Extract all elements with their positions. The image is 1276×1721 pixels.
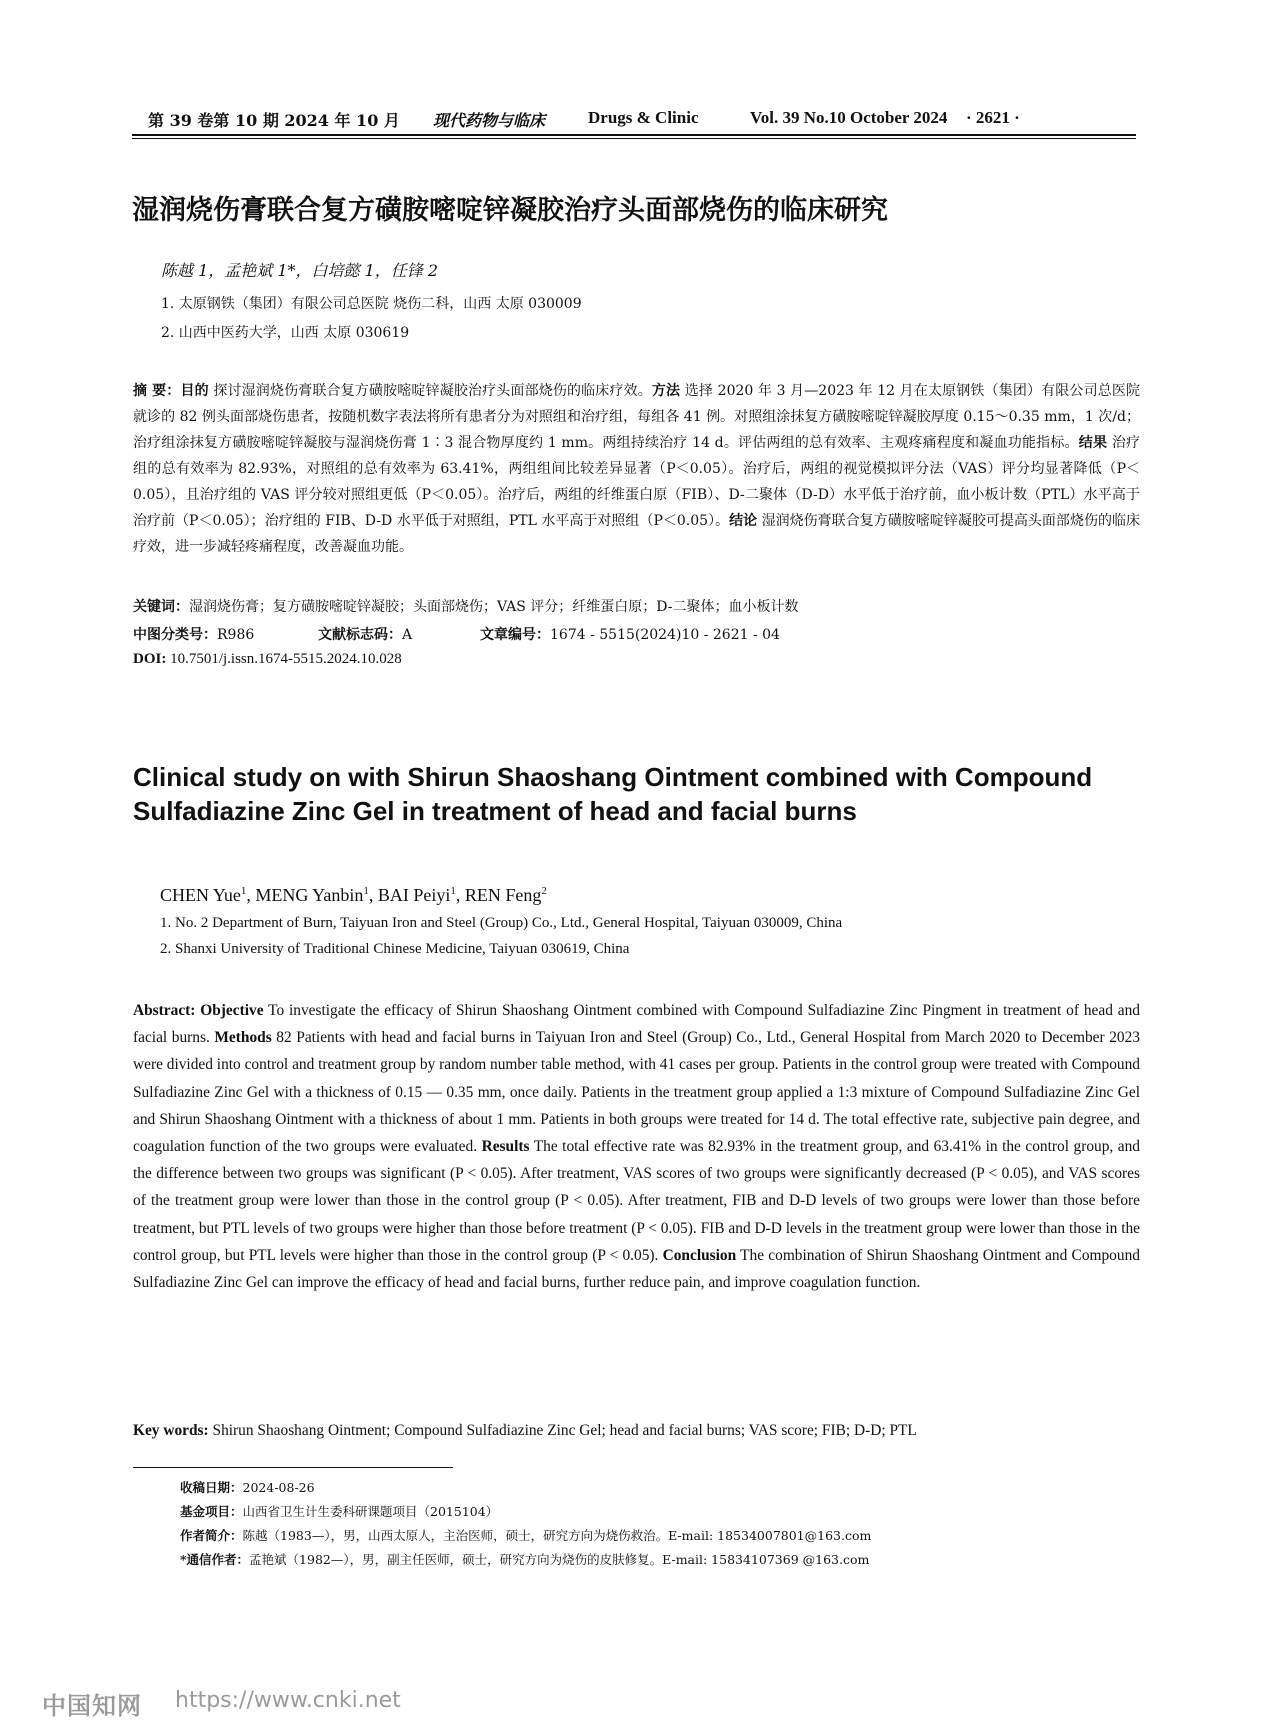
cn-article-number <box>480 624 780 644</box>
cn-conclusion-label: 结论 <box>729 513 758 529</box>
author-info-label: 作者简介： <box>180 1528 243 1543</box>
author-name: REN Feng <box>464 885 542 905</box>
cnki-url[interactable]: https://www.cnki.net <box>175 1688 401 1713</box>
header-issue-cn: 第 39 卷第 10 期 2024 年 10 月 <box>148 111 400 130</box>
cn-doi <box>133 651 402 668</box>
author-sup: 1 <box>363 885 369 897</box>
en-title: Clinical study on with Shirun Shaoshang Ointment combined with Compound Sulfadiazine Zinc Gel in treatment of head and facial burns <box>133 762 1093 826</box>
header-journal-cn: 现代药物与临床 <box>433 111 546 130</box>
header-journal-en: Drugs & Clinic <box>588 108 699 127</box>
cn-conclusion: 湿润烧伤膏联合复方磺胺嘧啶锌凝胶可提高头面部烧伤的临床疗效，进一步减轻疼痛程度，改善凝血功能。 <box>133 513 1141 555</box>
fund-text: 山西省卫生计生委科研课题项目（2015104） <box>242 1504 499 1519</box>
author-sup: 1 <box>240 885 247 897</box>
running-header <box>148 108 1136 134</box>
article-no-label: 文章编号： <box>480 627 550 643</box>
cn-methods: 选择 2020 年 3 月—2023 年 12 月在太原钢铁（集团）有限公司总医院就诊的 82 例头面部烧伤患者，按随机数字表法将所有患者分为对照组和治疗组，每组各 41 例。对照组涂抹复方磺胺嘧啶锌凝胶厚度 0.15～0.35 mm，1 次/d；治疗组涂抹复方磺胺嘧啶锌凝胶与湿润烧伤膏 1∶3 混合物厚度约 1 mm。两组持续治疗 14 d。评估两组的总有效率、主观疼痛程度和凝血功能指标。 <box>133 383 1141 451</box>
author-sup: 1 <box>450 885 456 897</box>
footnote-fund <box>180 1502 498 1520</box>
en-keywords-label: Key words: <box>133 1422 209 1439</box>
cn-objective: 探讨湿润烧伤膏联合复方磺胺嘧啶锌凝胶治疗头面部烧伤的临床疗效。 <box>208 383 652 399</box>
en-authors: CHEN Yue$^1$, MENG Yanbin$^1$, BAI Peiyi$^1$, REN Feng$^2$ <box>160 885 547 905</box>
footnote-corresponding <box>180 1550 869 1568</box>
en-abstract-label: Abstract: <box>133 1002 196 1019</box>
en-conclusion-label: Conclusion <box>662 1246 737 1264</box>
doccode-value: A <box>402 627 413 643</box>
author-sup: 2 <box>541 885 547 897</box>
clc-value: R986 <box>217 627 255 643</box>
doi-label: DOI: <box>133 651 167 667</box>
en-methods-label: Methods <box>214 1029 272 1047</box>
header-rule-thin <box>132 138 1136 139</box>
cn-results-label: 结果 <box>1078 435 1108 451</box>
header-page-number: · 2621 · <box>966 108 1020 127</box>
author-name: MENG Yanbin <box>255 885 364 905</box>
author-info-text: 陈越（1983—），男，山西太原人，主治医师，硕士，研究方向为烧伤救治。E-mail: 18534007801@163.com <box>242 1528 872 1543</box>
cn-methods-label: 方法 <box>651 383 681 399</box>
corresponding-text: 孟艳斌（1982—），男，副主任医师，硕士，研究方向为烧伤的皮肤修复。E-mail: 15834107369 @163.com <box>249 1552 870 1567</box>
footnote-rule <box>133 1467 453 1468</box>
author-name: BAI Peiyi <box>377 885 451 905</box>
en-objective: To investigate the efficacy of Shirun Shaoshang Ointment combined with Compound Sulfadiazine Zinc Pingment in treatment of head and facial burns. <box>133 1002 1140 1047</box>
en-affiliation-2: 2. Shanxi University of Traditional Chinese Medicine, Taiyuan 030619, China <box>160 941 630 957</box>
cn-objective-label: 目的 <box>180 383 209 399</box>
cn-keywords-text: 湿润烧伤膏；复方磺胺嘧啶锌凝胶；头面部烧伤；VAS 评分；纤维蛋白原；D-二聚体；血小板计数 <box>189 599 799 615</box>
en-abstract <box>133 997 1140 1296</box>
footnote-received <box>180 1478 315 1496</box>
cn-authors: 陈越 1，孟艳斌 1*，白培懿 1，任锋 2 <box>161 261 439 280</box>
received-label: 收稿日期： <box>180 1480 243 1495</box>
cn-doc-code <box>318 624 412 644</box>
article-no-value: 1674 - 5515(2024)10 - 2621 - 04 <box>550 627 780 643</box>
en-results: The total effective rate was 82.93% in the treatment group, and 63.41% in the control group, and the difference between two groups was significant (P < 0.05). After treatment, VAS scores of two groups were significantly decreased (P < 0.05), and VAS scores of the treatment group were lower than those in the control group (P < 0.05). After treatment, FIB and D-D levels of two groups were lower than those before treatment, but PTL levels of two groups were higher than those before treatment (P < 0.05). FIB and D-D levels in the treatment group were lower than those in the control group, but PTL levels were higher than those in the control group (P < 0.05). <box>133 1138 1141 1264</box>
doccode-label: 文献标志码： <box>318 627 402 643</box>
cn-keywords-label: 关键词： <box>133 599 189 615</box>
cn-abstract <box>133 378 1140 560</box>
received-date: 2024-08-26 <box>242 1480 315 1495</box>
cn-keywords <box>133 596 799 616</box>
cn-abstract-label: 摘 要： <box>133 383 181 399</box>
fund-label: 基金项目： <box>180 1504 243 1519</box>
en-keywords <box>133 1422 917 1440</box>
cn-classification <box>133 624 254 644</box>
en-affiliation-1: 1. No. 2 Department of Burn, Taiyuan Iron and Steel (Group) Co., Ltd., General Hospital, Taiyuan 030009, China <box>160 915 843 931</box>
clc-label: 中图分类号： <box>133 627 217 643</box>
en-conclusion: The combination of Shirun Shaoshang Ointment and Compound Sulfadiazine Zinc Gel can improve the efficacy of head and facial burns, further reduce pain, and improve coagulation function. <box>133 1246 1140 1292</box>
doi-value: 10.7501/j.issn.1674-5515.2024.10.028 <box>166 651 402 667</box>
en-methods: 82 Patients with head and facial burns in Taiyuan Iron and Steel (Group) Co., Ltd., General Hospital from March 2020 to December 2023 were divided into control and treatment group by random number table method, with 41 cases per group. Patients in the control group were treated with Compound Sulfadiazine Zinc Gel with a thickness of 0.15 — 0.35 mm, once daily. Patients in the treatment group applied a 1:3 mixture of Compound Sulfadiazine Zinc Gel and Shirun Shaoshang Ointment with a thickness of about 1 mm. Patients in both groups were treated for 14 d. The total effective rate, subjective pain degree, and coagulation function of the two groups were evaluated. <box>133 1029 1140 1156</box>
header-rule <box>132 134 1136 136</box>
cn-results: 治疗组的总有效率为 82.93%，对照组的总有效率为 63.41%，两组组间比较差异显著（P＜0.05）。治疗后，两组的视觉模拟评分法（VAS）评分均显著降低（P＜0.05），且治疗组的 VAS 评分较对照组更低（P＜0.05）。治疗后，两组的纤维蛋白原（FIB）、D-二聚体（D-D）水平低于治疗前，血小板计数（PTL）水平高于治疗前（P＜0.05）；治疗组的 FIB、D-D 水平低于对照组，PTL 水平高于对照组（P＜0.05）。 <box>133 435 1141 529</box>
header-issue-en: Vol. 39 No.10 October 2024 <box>750 108 948 127</box>
corresponding-label: *通信作者： <box>180 1552 250 1567</box>
cn-affiliation-2: 2. 山西中医药大学，山西 太原 030619 <box>161 325 410 341</box>
cn-title: 湿润烧伤膏联合复方磺胺嘧啶锌凝胶治疗头面部烧伤的临床研究 <box>132 195 888 226</box>
cn-affiliation-1: 1. 太原钢铁（集团）有限公司总医院 烧伤二科，山西 太原 030009 <box>161 296 582 312</box>
cnki-logo: 中国知网 <box>42 1692 142 1720</box>
author-name: CHEN Yue <box>160 885 241 905</box>
en-objective-label: Objective <box>200 1002 264 1019</box>
en-results-label: Results <box>481 1138 530 1156</box>
en-keywords-text: Shirun Shaoshang Ointment; Compound Sulfadiazine Zinc Gel; head and facial burns; VAS score; FIB; D-D; PTL <box>208 1422 917 1439</box>
footnote-author <box>180 1526 871 1544</box>
